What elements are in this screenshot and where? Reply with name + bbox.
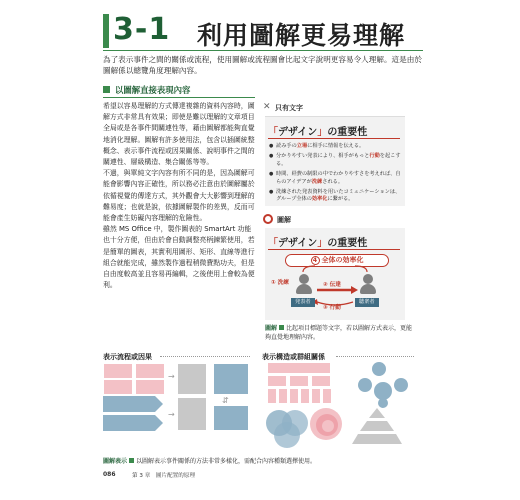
section-number: 3-1: [113, 12, 171, 47]
diagram-label: 圖解: [277, 216, 291, 224]
audience-tag: 聴衆者: [355, 298, 379, 307]
efficiency-banner: 4 全体の効率化: [285, 254, 389, 267]
list-item: ● 洗練された発表資料を用いたコミュニケーションは、グループ全体の効率化に繋がる。: [269, 189, 403, 204]
list-item: ● 時間、経費の制限の中でわかりやすさを考えれば、自らのアイデアが洗練される。: [269, 171, 403, 186]
flow-label: ③ 行動: [323, 305, 341, 311]
bullet-list: [269, 143, 403, 207]
square-bullet-icon: [103, 86, 110, 93]
pyramid-shape: [352, 408, 402, 446]
dotted-rule: [336, 354, 414, 357]
page-number: 086: [103, 471, 116, 478]
body-paragraph: 雖然 MS Office 中，製作圖表的 SmartArt 功能也十分方便，但由於會自動調整亮柄鍊繁使用，若是簡單的圖表，其實利用圖形、矩形、直線等進行組合就能完成，雖然製作過程稍微費點功夫，但是自由度較高並且容易再編輯，之後使用上會較為便利。: [103, 225, 255, 290]
flow-diagram-label: 表示流程或因果: [103, 353, 152, 361]
body-text: [103, 101, 255, 291]
card-title: 「デザイン」の重要性: [268, 238, 368, 249]
arrow-down-icon: ⇵: [222, 396, 229, 405]
list-item: ● 読み手の立場に相手に情報を伝える。: [269, 143, 403, 150]
card-title: 「デザイン」の重要性: [268, 127, 368, 138]
arrow-right-icon: →: [168, 372, 175, 381]
audience-person-icon: [357, 274, 379, 296]
subsection-heading: [103, 83, 255, 98]
cross-icon: ✕: [263, 102, 271, 112]
body-paragraph: 希望以容易理解的方式傳達複雜的資料內容時，圖解方式非常具有效果；即使是難以理解的文章項目全局或是各事件間關連性等，藉由圖解都能夠直覺地消化理解。圖解有許多使用法，包含以插圖統整概念、表示事件流程或因果關係、說明事件之間的關連性、層級構造、集合關係等等。: [103, 102, 255, 167]
presenter-tag: 発表者: [291, 298, 315, 307]
chapter-footer: 第 3 章 圖片配置的原理: [132, 473, 196, 479]
text-only-label: 只有文字: [275, 104, 303, 112]
body-paragraph: 不過，與單純文字內容有所不同的是，因為圖解可能會影響內容正確性，所以務必注意由於圖解屬於依循視覺的傳達方式，其外觀會大大影響到理解的難易度；也就是說，依據圖解製作的差異，反而可能會產生妨礙內容理解的危險性。: [103, 169, 255, 223]
presenter-person-icon: [293, 274, 315, 296]
intro-text: 為了表示事件之間的關係或流程，使用圖解或流程圖會比起文字說明更容易令人理解。這是由於圖解係以總覽角度理解內容。: [103, 55, 422, 75]
list-item: ● 分かりやすい発表により、相手がもっと行動を起こする。: [269, 153, 403, 168]
header-divider: [103, 50, 423, 51]
diagram-caption: 圖解 比起項目標題等文字，若以圖解方式表示，更能夠直覺地理解內容。: [265, 325, 413, 341]
card-divider: [268, 138, 400, 139]
dotted-rule: [160, 354, 250, 357]
diagram-card: [265, 228, 405, 320]
structure-diagram-label: 表示構造或群組關係: [262, 353, 325, 361]
arrow-right-icon: →: [168, 410, 175, 419]
flow-label: ② 伝達: [323, 282, 341, 288]
text-only-card: [265, 116, 405, 206]
subsection-title: 以圖解直接表現內容: [115, 85, 191, 95]
circle-icon: [263, 214, 273, 224]
bottom-caption: 圖解表示 以圖解表示事件關係的方法非常多樣化，需配合內容種類選擇使用。: [103, 458, 317, 465]
flow-label: ① 洗練: [271, 280, 289, 286]
chapter-accent-bar: [103, 14, 109, 48]
section-title: 利用圖解更易理解: [197, 21, 406, 50]
